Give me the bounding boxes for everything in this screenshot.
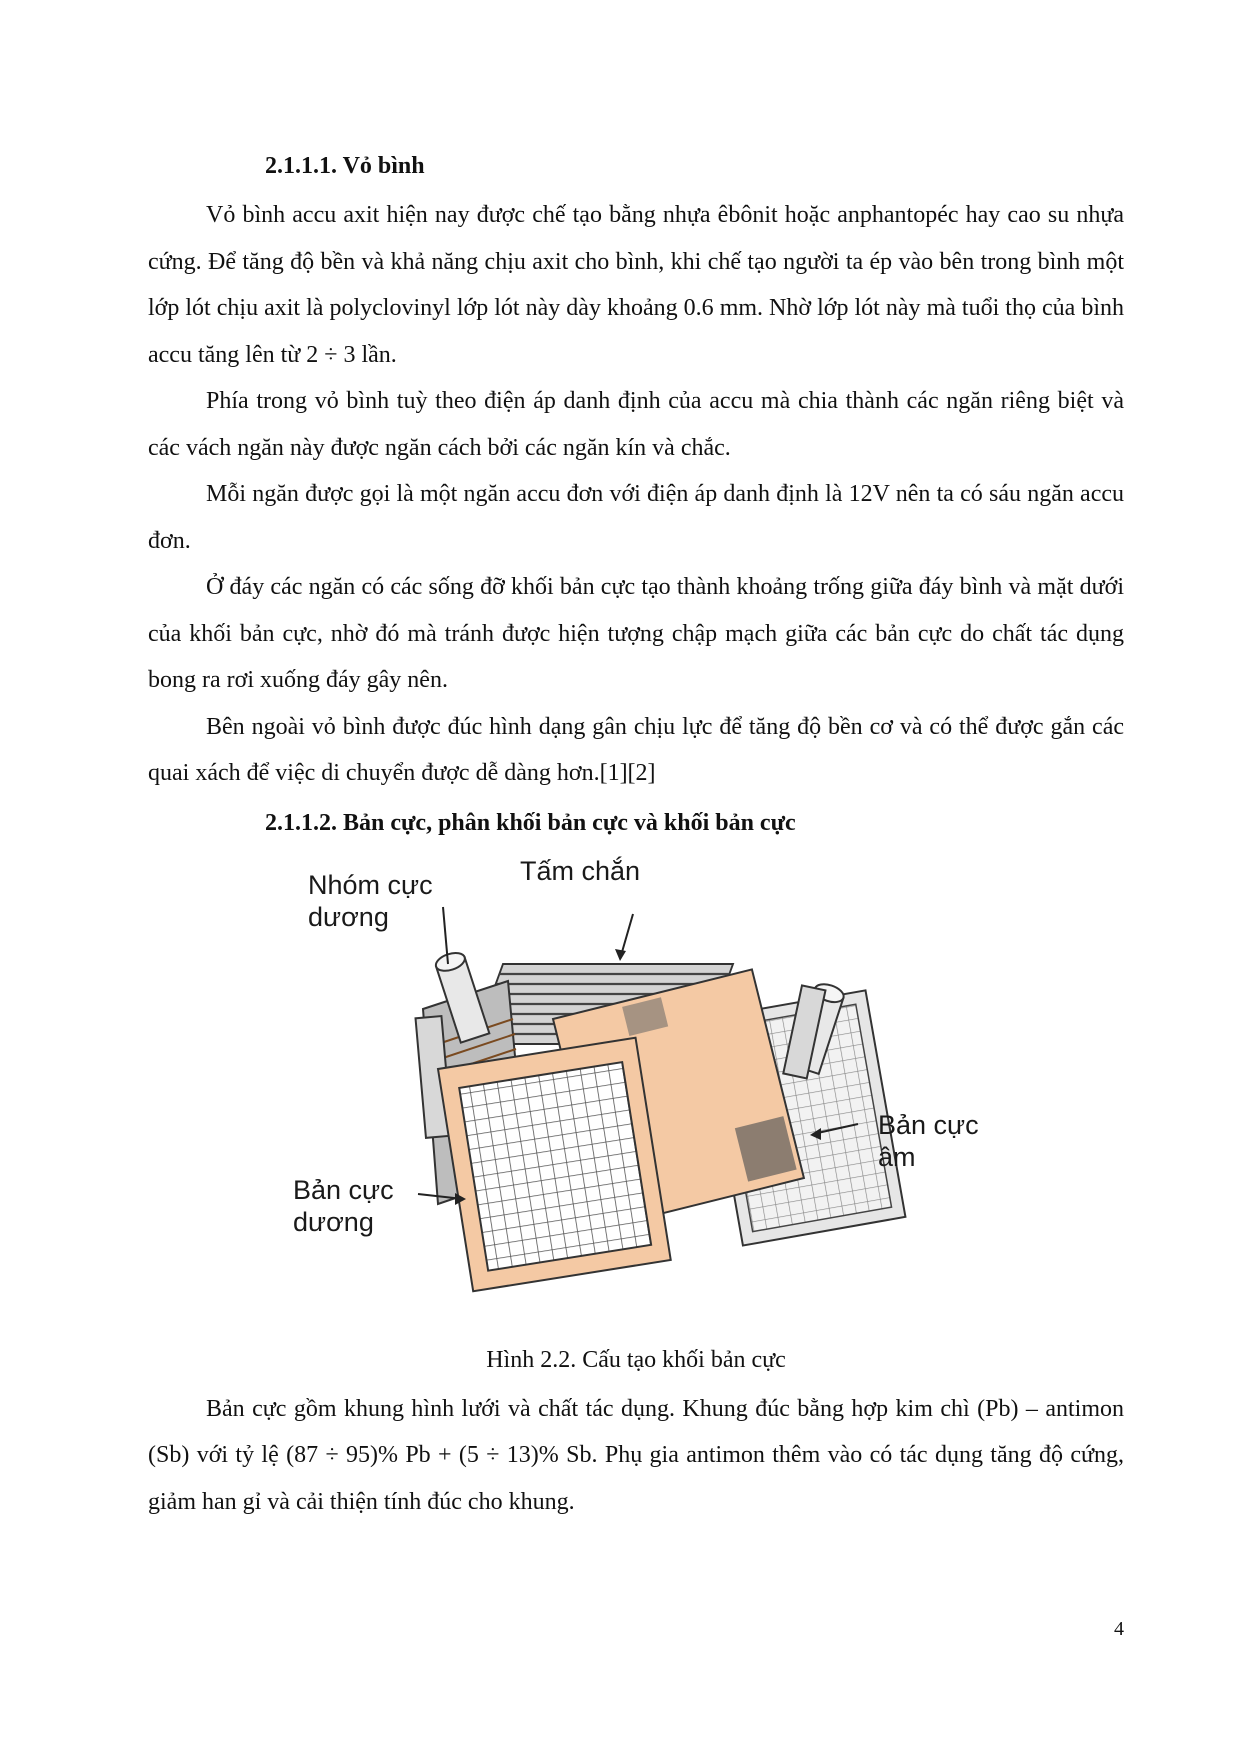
paragraph: Phía trong vỏ bình tuỳ theo điện áp danh định của accu mà chia thành các ngăn riêng biệt và các vách ngăn này được ngăn cách bởi các ngăn kín và chắc. <box>148 388 1124 461</box>
plate-block-illustration <box>288 869 988 1314</box>
paragraph: Vỏ bình accu axit hiện nay được chế tạo bằng nhựa êbônit hoặc anphantopéc hay cao su nhựa cứng. Để tăng độ bền và khả năng chịu axit cho bình, khi chế tạo người ta ép vào bên trong bình một lớp lót chịu axit là polyclovinyl lớp lót này dày khoảng 0.6 mm. Nhờ lớp lót này mà tuổi thọ của bình accu tăng lên từ 2 ÷ 3 lần. <box>148 202 1124 368</box>
paragraph: Bản cực gồm khung hình lưới và chất tác dụng. Khung đúc bằng hợp kim chì (Pb) – antimon (Sb) với tỷ lệ (87 ÷ 95)% Pb + (5 ÷ 13)% Sb. Phụ gia antimon thêm vào có tác dụng tăng độ cứng, giảm han gỉ và cải thiện tính đúc cho khung. <box>148 1395 1124 1515</box>
label-line: Bản cực <box>878 1109 979 1140</box>
label-positive-plate <box>293 1174 394 1238</box>
label-positive-group <box>308 869 433 933</box>
label-line: dương <box>293 1206 374 1237</box>
plate-block-figure <box>288 855 988 1314</box>
label-separator <box>520 855 640 887</box>
document-page <box>148 138 1124 1718</box>
label-line: âm <box>878 1141 916 1172</box>
paragraph: Bên ngoài vỏ bình được đúc hình dạng gân chịu lực để tăng độ bền cơ và có thể được gắn các quai xách để việc di chuyển được dễ dàng hơn.[1][2] <box>148 713 1124 786</box>
paragraph: Mỗi ngăn được gọi là một ngăn accu đơn với điện áp danh định là 12V nên ta có sáu ngăn accu đơn. <box>148 481 1124 554</box>
label-line: Bản cực <box>293 1174 394 1205</box>
positive-plate <box>438 1037 671 1291</box>
label-line: Tấm chắn <box>520 855 641 886</box>
figure-caption: Hình 2.2. Cấu tạo khối bản cực <box>486 1346 786 1373</box>
page-number: 4 <box>1114 1618 1124 1640</box>
section-heading-casing: 2.1.1.1. Vỏ bình <box>265 153 425 179</box>
label-line: dương <box>308 901 389 932</box>
label-negative-plate <box>878 1109 979 1173</box>
label-line: Nhóm cực <box>308 869 433 900</box>
paragraph: Ở đáy các ngăn có các sống đỡ khối bản cực tạo thành khoảng trống giữa đáy bình và mặt dưới của khối bản cực, nhờ đó mà tránh được hiện tượng chập mạch giữa các bản cực do chất tác dụng bong ra rơi xuống đáy gây nên. <box>148 574 1124 693</box>
section-heading-plates: 2.1.1.2. Bản cực, phân khối bản cực và khối bản cực <box>265 809 796 836</box>
